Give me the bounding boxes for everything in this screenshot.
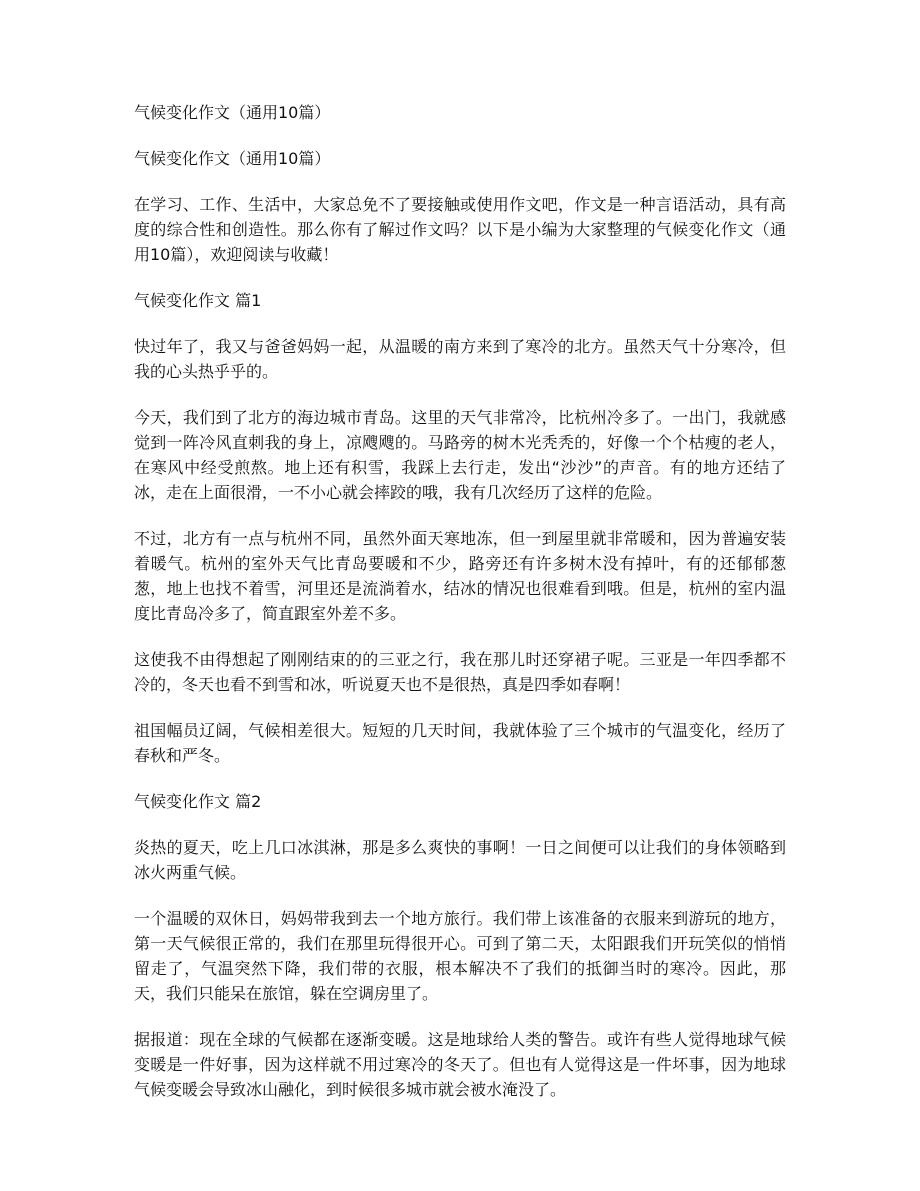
document-subtitle: 气候变化作文（通用10篇） — [134, 149, 331, 168]
essay-1-paragraph: 不过，北方有一点与杭州不同，虽然外面天寒地冻，但一到屋里就非常暖和，因为普遍安装着暖气。杭州的室外天气比青岛要暖和不少，路旁还有许多树木没有掉叶，有的还郁郁葱葱，地上也找不着雪，河里还是流淌着水，结冰的情况也很难看到哦。但是，杭州的室内温度比青岛冷多了，简直跟室外差不多。 — [134, 529, 786, 623]
intro-paragraph: 在学习、工作、生活中，大家总免不了要接触或使用作文吧，作文是一种言语活动，具有高度的综合性和创造性。那么你有了解过作文吗？以下是小编为大家整理的气候变化作文（通用10篇），欢迎阅读与收藏！ — [134, 195, 786, 264]
essay-1-paragraph: 快过年了，我又与爸爸妈妈一起，从温暖的南方来到了寒冷的北方。虽然天气十分寒冷，但我的心头热乎乎的。 — [134, 337, 786, 381]
essay-1-paragraph: 今天，我们到了北方的海边城市青岛。这里的天气非常冷，比杭州冷多了。一出门，我就感觉到一阵冷风直刺我的身上，凉飕飕的。马路旁的树木光秃秃的，好像一个个枯瘦的老人，在寒风中经受煎熬。地上还有积雪，我踩上去行走，发出“沙沙”的声音。有的地方还结了冰，走在上面很滑，一不小心就会摔跤的哦，我有几次经历了这样的危险。 — [134, 408, 786, 502]
essay-2-paragraph: 一个温暖的双休日，妈妈带我到去一个地方旅行。我们带上该准备的衣服来到游玩的地方，第一天气候很正常的，我们在那里玩得很开心。可到了第二天，太阳跟我们开玩笑似的悄悄留走了，气温突然下降，我们带的衣服，根本解决不了我们的抵御当时的寒冷。因此，那天，我们只能呆在旅馆，躲在空调房里了。 — [134, 909, 786, 1003]
essay-1-heading: 气候变化作文 篇1 — [134, 291, 262, 310]
essay-1-paragraph: 祖国幅员辽阔，气候相差很大。短短的几天时间，我就体验了三个城市的气温变化，经历了春秋和严冬。 — [134, 721, 786, 765]
essay-2-paragraph: 据报道：现在全球的气候都在逐渐变暖。这是地球给人类的警告。或许有些人觉得地球气候变暖是一件好事，因为这样就不用过寒冷的冬天了。但也有人觉得这是一件坏事，因为地球气候变暖会导致冰山融化，到时候很多城市就会被水淹没了。 — [134, 1030, 786, 1099]
essay-1-paragraph: 这使我不由得想起了刚刚结束的的三亚之行，我在那儿时还穿裙子呢。三亚是一年四季都不冷的，冬天也看不到雪和冰，听说夏天也不是很热，真是四季如春啊！ — [134, 650, 786, 694]
essay-2-paragraph: 炎热的夏天，吃上几口冰淇淋，那是多么爽快的事啊！一日之间便可以让我们的身体领略到冰火两重气候。 — [134, 838, 786, 882]
document-title: 气候变化作文（通用10篇） — [134, 103, 331, 122]
essay-2-heading: 气候变化作文 篇2 — [134, 792, 262, 811]
